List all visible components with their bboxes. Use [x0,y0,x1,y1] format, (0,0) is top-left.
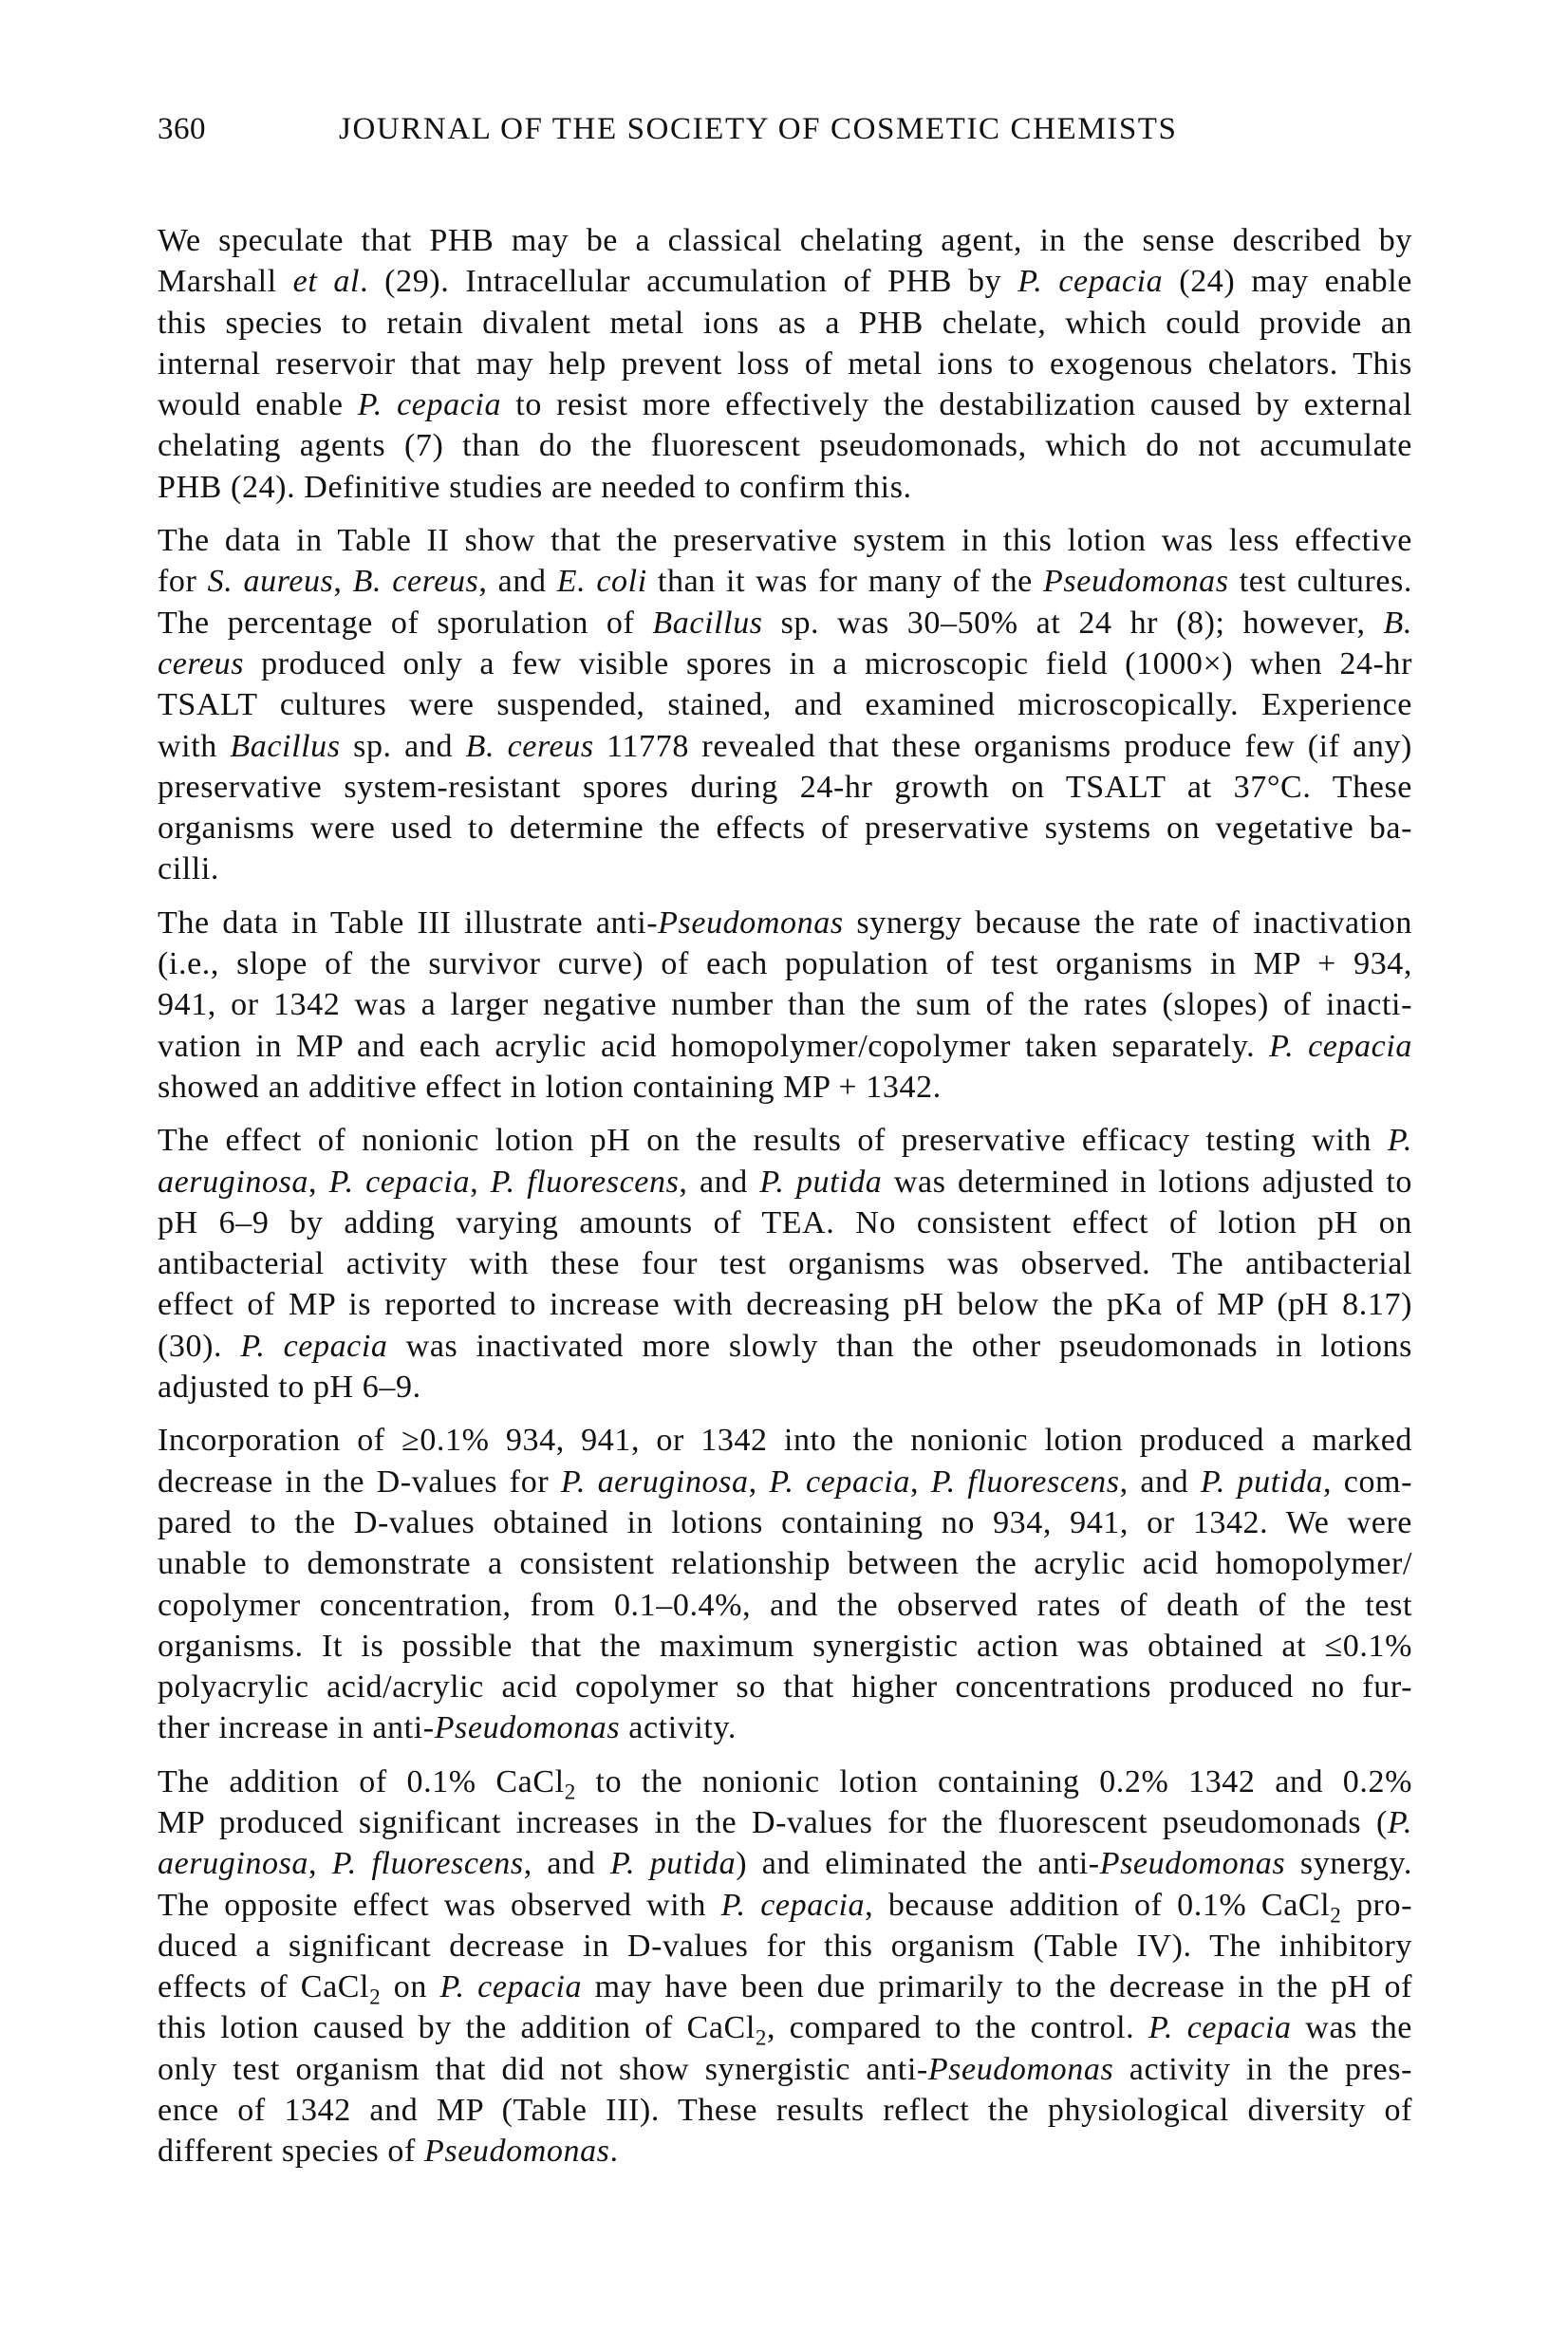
text-run: duced a significant decrease in D-values for this organism (Table IV). The inhibitory [158,1928,1412,1964]
text-line [158,1462,1412,1502]
paragraph [158,1420,1412,1748]
text-run: , [470,1164,491,1200]
italic-text: B. cereus [352,564,479,600]
italic-text: P. cepacia [769,1463,910,1500]
text-run: sp. and [340,728,466,764]
text-run: , [308,1164,329,1200]
text-run: pared to the D-values obtained in lotions containing no 934, 941, or 1342. We were [158,1504,1412,1540]
text-line [158,984,1412,1025]
text-line [158,1326,1412,1367]
text-run: effects of CaCl [158,1969,370,2005]
text-line [158,726,1412,767]
text-line [158,2007,1412,2051]
italic-text: Pseudomonas [658,904,844,941]
text-run: to resist more effectively the destabilization caused by external [501,387,1412,423]
paragraph [158,1762,1412,2172]
text-run: was determined in lotions adjusted to [882,1164,1413,1200]
text-line [158,303,1412,344]
italic-text: P. cepacia [357,387,502,423]
text-run: than it was for many of the [646,564,1044,600]
text-line [158,384,1412,425]
text-run: The addition of 0.1% CaCl [158,1763,565,1799]
italic-text: Pseudomonas [434,1710,621,1746]
page-number: 360 [158,112,206,146]
text-line [158,1243,1412,1284]
italic-text: et al [292,264,361,300]
text-run: (30). [158,1328,241,1364]
text-line [158,1162,1412,1202]
italic-text: Pseudomonas [1043,564,1229,600]
paragraph [158,220,1412,508]
text-line [158,903,1412,943]
text-run: pH 6–9 by adding varying amounts of TEA. No consistent effect of lotion pH on [158,1204,1412,1240]
italic-text: P. cepacia [240,1328,388,1364]
text-run: , because addition of 0.1% CaCl [865,1887,1331,1923]
text-line [158,2049,1412,2090]
text-run: , [748,1463,770,1500]
italic-text: P. aeruginosa [560,1463,749,1500]
italic-text: P. cepacia [720,1887,866,1923]
italic-text: Pseudomonas [1099,1846,1286,1882]
text-run: Incorporation of ≥0.1% 934, 941, or 1342 into the nonionic lotion produced a marked [158,1423,1412,1459]
italic-text: aeruginosa [158,1846,308,1882]
italic-text: P. putida [759,1164,883,1200]
text-line [158,1284,1412,1325]
text-run: activity. [620,1710,737,1746]
italic-text: P. cepacia [328,1164,471,1200]
italic-text: P. [1387,1804,1412,1840]
text-line [158,344,1412,384]
paragraph [158,1120,1412,1408]
text-run: produced only a few visible spores in a microscopic field (1000×) when 24-hr [244,645,1412,681]
text-run: test cultures. [1228,564,1413,600]
text-line [158,1926,1412,1967]
text-line [158,1367,1412,1408]
italic-text: P. putida [1200,1463,1324,1500]
text-line [158,261,1412,302]
text-run: The percentage of sporulation of [158,605,653,641]
text-run: internal reservoir that may help prevent loss of metal ions to exogenous chelators. This [158,345,1412,382]
text-run: We speculate that PHB may be a classical chelating agent, in the sense described by [158,223,1412,258]
text-line [158,1067,1412,1108]
text-run: The opposite effect was observed with [158,1887,721,1923]
text-line [158,1120,1412,1161]
journal-title: JOURNAL OF THE SOCIETY OF COSMETIC CHEMISTS [339,112,1178,146]
text-line [158,1026,1412,1067]
text-line [158,943,1412,984]
text-line [158,1626,1412,1667]
italic-text: P. cepacia [1148,2010,1292,2046]
text-run: , com- [1323,1463,1413,1500]
text-line [158,1202,1412,1243]
text-line [158,808,1412,848]
paragraph [158,903,1412,1108]
italic-text: B. [1383,605,1412,641]
italic-text: S. aureus [207,564,334,600]
text-run: decrease in the D-values for [158,1463,561,1500]
text-line [158,767,1412,808]
italic-text: Bacillus [230,728,341,764]
subscript: 2 [1330,1902,1342,1928]
text-run: vation in MP and each acrylic acid homopolymer/copolymer taken separately. [158,1028,1270,1064]
text-run: , [333,564,353,600]
text-run: effect of MP is reported to increase with decreasing pH below the pKa of MP (pH 8.17) [158,1287,1412,1323]
text-run: for [158,564,208,600]
text-run: (24) may enable [1163,264,1412,300]
italic-text: Pseudomonas [424,2134,610,2170]
text-run: adjusted to pH 6–9. [158,1370,421,1406]
text-run: ) and eliminated the anti- [736,1846,1100,1882]
text-run: was the [1291,2010,1412,2046]
text-run: was inactivated more slowly than the other pseudomonads in lotions [387,1328,1413,1364]
text-run: organisms. It is possible that the maximum synergistic action was obtained at ≤0.1% [158,1628,1412,1664]
text-run: may have been due primarily to the decrease in the pH of [582,1969,1413,2005]
text-line [158,603,1412,643]
text-run: (i.e., slope of the survivor curve) of each population of test organisms in MP + 934, [158,946,1412,982]
text-run: pro- [1341,1887,1412,1923]
text-line [158,1967,1413,2010]
text-run: antibacterial activity with these four test organisms was observed. The antibacterial [158,1246,1412,1282]
italic-text: Bacillus [652,605,763,641]
text-run: , and [523,1846,610,1882]
text-line [158,1585,1412,1626]
text-run: organisms were used to determine the effects of preservative systems on vegetative ba- [158,811,1412,847]
text-run: unable to demonstrate a consistent relationship between the acrylic acid homopolymer/ [158,1546,1412,1582]
italic-text: aeruginosa [158,1164,308,1200]
text-run: Marshall [158,264,293,300]
text-run: cilli. [158,851,219,887]
text-run: chelating agents (7) than do the fluorescent pseudomonads, which do not accumulate [158,428,1412,464]
text-line [158,1543,1412,1584]
text-line [158,1802,1412,1843]
text-line [158,1420,1412,1461]
text-line [158,848,1412,889]
text-line [158,561,1412,602]
italic-text: P. cepacia [1017,264,1164,300]
text-line [158,467,1412,508]
text-run: The data in Table II show that the preservative system in this lotion was less effective [158,523,1412,559]
italic-text: P. putida [609,1846,737,1882]
text-run: polyacrylic acid/acrylic acid copolymer so that higher concentrations produced no fur- [158,1669,1412,1706]
text-line [158,2131,1412,2172]
text-run: , [308,1846,332,1882]
text-run: would enable [158,387,358,423]
text-run: ence of 1342 and MP (Table III). These results reflect the physiological diversity of [158,2093,1412,2129]
text-run: TSALT cultures were suspended, stained, and examined microscopically. Experience [158,687,1412,723]
text-run: , and [679,1164,760,1200]
article-body [158,220,1412,2185]
italic-text: P. cepacia [1269,1028,1412,1064]
italic-text: Pseudomonas [927,2051,1114,2087]
text-run: ther increase in anti- [158,1710,435,1746]
text-line [158,1707,1412,1748]
text-line [158,643,1412,684]
text-line [158,2090,1412,2131]
subscript: 2 [755,2025,768,2051]
text-line [158,1843,1412,1884]
text-run: to the nonionic lotion containing 0.2% 1342 and 0.2% [575,1763,1412,1799]
text-run: on [381,1969,440,2005]
text-line [158,1762,1412,1805]
text-run: The data in Table III illustrate anti- [158,904,659,941]
italic-text: P. fluorescens [930,1463,1120,1500]
text-line [158,520,1412,561]
text-line [158,220,1412,261]
text-run: PHB (24). Definitive studies are needed to confirm this. [158,469,912,505]
italic-text: P. [1387,1123,1412,1159]
text-run: , [909,1463,931,1500]
text-run: this lotion caused by the addition of CaCl [158,2010,756,2046]
text-run: The effect of nonionic lotion pH on the results of preservative efficacy testing with [158,1123,1388,1159]
text-run: copolymer concentration, from 0.1–0.4%, and the observed rates of death of the test [158,1587,1412,1623]
text-run: , compared to the control. [767,2010,1148,2046]
italic-text: P. cepacia [439,1969,583,2005]
text-run: synergy. [1285,1846,1412,1882]
text-run: preservative system-resistant spores during 24-hr growth on TSALT at 37°C. These [158,769,1412,805]
subscript: 2 [369,1985,382,2010]
text-run: only test organism that did not show synergistic anti- [158,2051,928,2087]
text-run: 11778 revealed that these organisms produce few (if any) [593,728,1412,764]
text-line [158,425,1412,466]
text-run: sp. was 30–50% at 24 hr (8); however, [762,605,1384,641]
text-run: , and [478,564,557,600]
text-line [158,1885,1412,1926]
text-run: activity in the pres- [1113,2051,1412,2087]
text-line [158,1502,1412,1543]
text-run: 941, or 1342 was a larger negative number than the sum of the rates (slopes) of inacti- [158,987,1412,1023]
italic-text: P. fluorescens [490,1164,680,1200]
text-run: this species to retain divalent metal ions as a PHB chelate, which could provide an [158,305,1412,341]
text-run: with [158,728,231,764]
italic-text: cereus [158,645,245,681]
italic-text: P. fluorescens [331,1846,524,1882]
text-run: . [609,2134,619,2170]
text-run: different species of [158,2134,425,2170]
italic-text: B. cereus [465,728,594,764]
text-run: MP produced significant increases in the D-values for the fluorescent pseudomonads ( [158,1804,1388,1840]
text-run: , and [1119,1463,1201,1500]
text-run: showed an additive effect in lotion containing MP + 1342. [158,1069,942,1105]
text-line [158,1667,1412,1707]
text-run: synergy because the rate of inactivation [843,904,1412,941]
text-run: . (29). Intracellular accumulation of PHB by [360,264,1018,300]
italic-text: E. coli [556,564,647,600]
text-line [158,684,1412,725]
subscript: 2 [564,1780,576,1805]
paragraph [158,520,1412,890]
